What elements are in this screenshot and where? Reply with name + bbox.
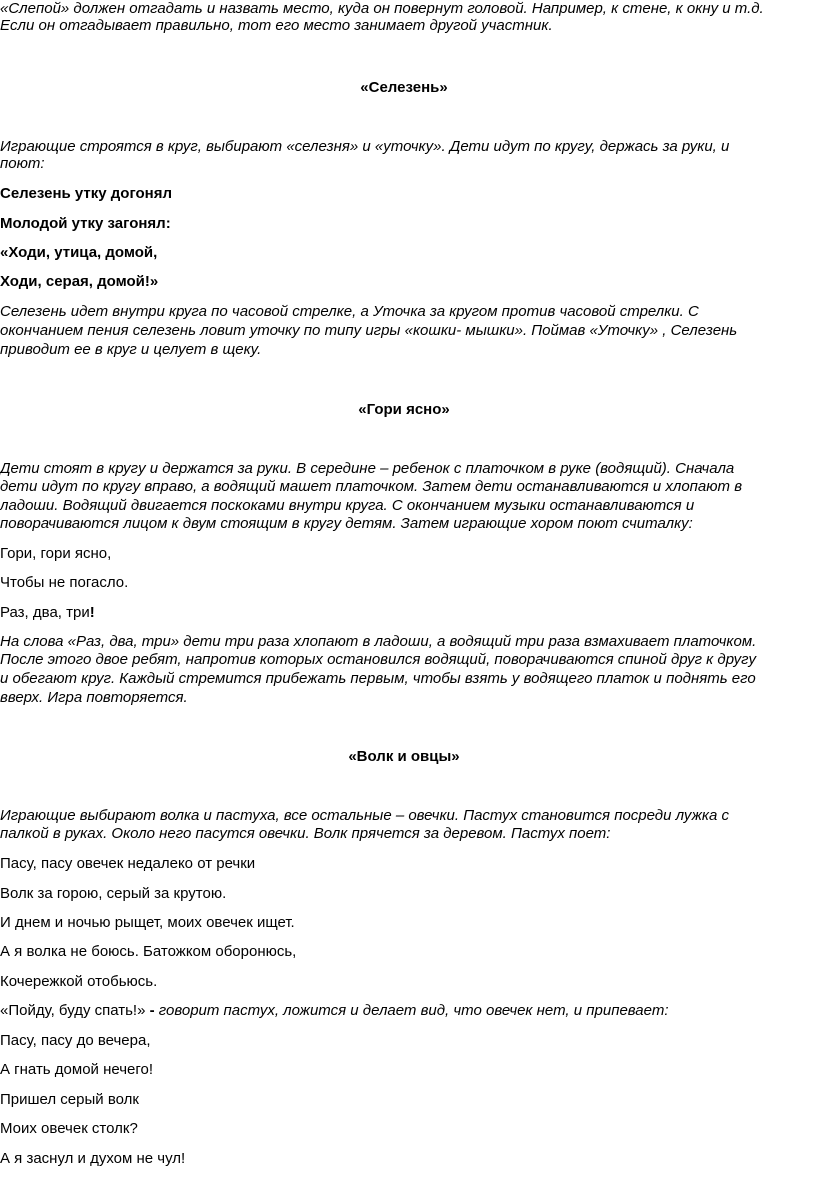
section3-dash: - (145, 1002, 159, 1019)
section2-desc-4: поворачиваются лицом к двум стоящим в кругу детям. Затем играющие хором поют считалку: (0, 515, 693, 532)
section2-verse-2: Чтобы не погасло. (0, 574, 129, 591)
section2-verse-3-text: Раз, два, три (0, 604, 90, 621)
section1-verse-2: Молодой утку загонял: (0, 215, 171, 232)
section3-verse2-4: Моих овечек столк? (0, 1120, 138, 1137)
section-title-volk-i-ovtsy: «Волк и овцы» (348, 748, 460, 765)
section2-desc-2: дети идут по кругу вправо, а водящий машет платочком. Затем дети останавливаются и хлопают в (0, 478, 743, 495)
section2-rules-4: вверх. Игра повторяется. (0, 689, 188, 706)
section1-verse-1: Селезень утку догонял (0, 185, 173, 202)
section2-desc-1: Дети стоят в кругу и держатся за руки. В середине – ребенок с платочком в руке (водящий). Сначала (0, 460, 735, 477)
section2-rules-1: На слова «Раз, два, три» дети три раза хлопают в ладоши, а водящий три раза взмахивает платочком. (0, 633, 757, 650)
section3-verse-2: Волк за горою, серый за крутою. (0, 885, 227, 902)
section3-speech-rest: говорит пастух, ложится и делает вид, что овечек нет, и припевает: (158, 1002, 669, 1019)
section3-verse-3: И днем и ночью рыщет, моих овечек ищет. (0, 914, 295, 931)
section3-speech-line (0, 1002, 808, 1020)
section1-verse-3: «Ходи, утица, домой, (0, 244, 158, 261)
section3-verse-5: Кочережкой отобьюсь. (0, 973, 158, 990)
section2-verse-3 (0, 604, 808, 622)
section1-rules-2: окончанием пения селезень ловит уточку по типу игры «кошки- мышки». Поймав «Уточку» , Селезень (0, 322, 738, 339)
section3-verse2-2: А гнать домой нечего! (0, 1061, 154, 1078)
section3-verse-1: Пасу, пасу овечек недалеко от речки (0, 855, 256, 872)
section3-verse-4: А я волка не боюсь. Батожком оборонюсь, (0, 943, 297, 960)
section3-verse2-5: А я заснул и духом не чул! (0, 1150, 186, 1167)
section1-desc-2: поют: (0, 155, 45, 172)
section3-verse2-1: Пасу, пасу до вечера, (0, 1032, 151, 1049)
intro-line-2: Если он отгадывает правильно, тот его место занимает другой участник. (0, 17, 553, 34)
section1-verse-4: Ходи, серая, домой!» (0, 273, 159, 290)
section3-verse2-3: Пришел серый волк (0, 1091, 139, 1108)
section1-rules-1: Селезень идет внутри круга по часовой стрелке, а Уточка за кругом против часовой стрелки. С (0, 303, 699, 320)
section3-desc-1: Играющие выбирают волка и пастуха, все остальные – овечки. Пастух становится посреди лужка с (0, 807, 729, 824)
section-title-seleznen: «Селезень» (360, 79, 448, 96)
section-title-gori-yasno: «Гори ясно» (358, 401, 450, 418)
section1-rules-3: приводит ее в круг и целует в щеку. (0, 341, 262, 358)
intro-line-1: «Слепой» должен отгадать и назвать место, куда он повернут головой. Например, к стене, к окну и т.д. (0, 0, 764, 17)
section2-verse-1: Гори, гори ясно, (0, 545, 112, 562)
section2-rules-2: После этого двое ребят, напротив которых остановился водящий, поворачиваются спиной друг к другу (0, 651, 756, 668)
section3-desc-2: палкой в руках. Около него пасутся овечки. Волк прячется за деревом. Пастух поет: (0, 825, 611, 842)
section2-desc-3: ладоши. Водящий двигается поскоками внутри круга. С окончанием музыки останавливаются и (0, 497, 695, 514)
section2-verse-3-mark: ! (89, 604, 95, 621)
section2-rules-3: и обегают круг. Каждый стремится прибежать первым, чтобы взять у водящего платок и поднять его (0, 670, 756, 687)
section1-desc-1: Играющие строятся в круг, выбирают «селезня» и «уточку». Дети идут по кругу, держась за руки, и (0, 138, 730, 155)
section3-speech: «Пойду, буду спать!» (0, 1002, 146, 1019)
